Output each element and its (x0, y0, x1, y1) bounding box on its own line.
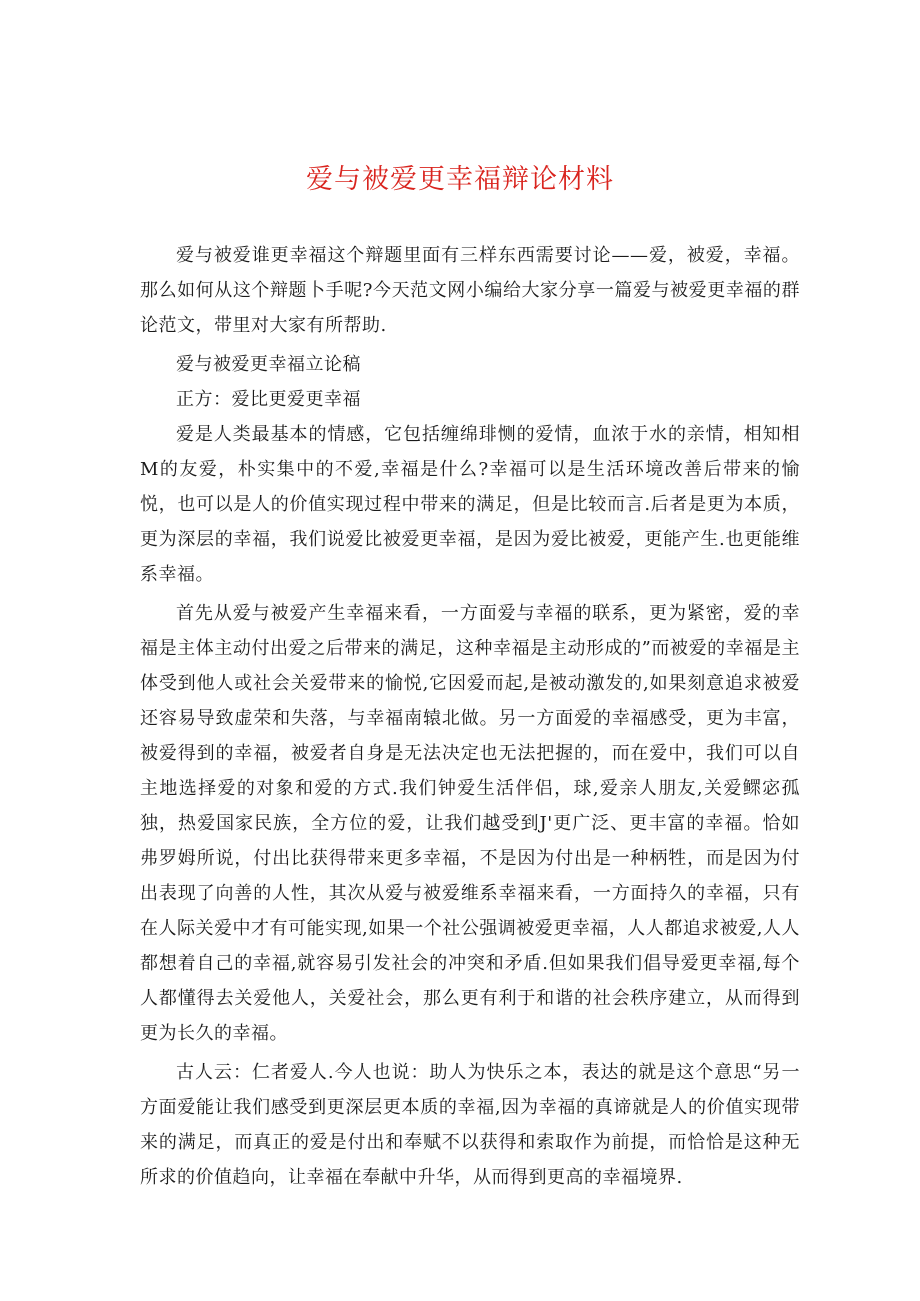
intro-paragraph: 爱与被爱谁更幸福这个辩题里面有三样东西需要讨论——爱，被爱，幸福。那么如何从这个辩题卜手呢?今天范文网小编给大家分享一篇爱与被爱更幸福的群论范文，带里对大家有所帮助. (140, 245, 800, 336)
body-paragraph-2: 首先从爱与被爱产生幸福来看，一方面爱与幸福的联系，更为紧密，爱的幸福是主体主动付出爱之后带来的满足，这种幸福是主动形成的”而被爱的幸福是主体受到他人或社会关爱带来的愉悦,它因爱而起,是被动激发的,如果刻意追求被爱还容易导致虚荣和失落，与幸福南辕北做。另一方面爱的幸福感受，更为丰富，被爱得到的幸福，被爱者自身是无法决定也无法把握的，而在爱中，我们可以自主地选择爱的对象和爱的方式.我们钟爱生活伴侣，球,爱亲人朋友,关爱鳏宓孤独，热爱国家民族，全方位的爱，让我们越受到J'更广泛、更丰富的幸福。恰如弗罗姆所说，付出比获得带来更多幸福，不是因为付出是一种柄牲，而是因为付出表现了向善的人性，其次从爱与被爱维系幸福来看，一方面持久的幸福，只有在人际关爱中才有可能实现,如果一个社公强调被爱更幸福，人人都追求被爱,人人都想着自己的幸福,就容易引发社会的冲突和矛盾.但如果我们倡导爱更幸福,每个人都懂得去关爱他人，关爱社会，那么更有利于和谐的社会秩序建立，从而得到更为长久的幸福。 (140, 603, 800, 1044)
body-paragraph-3: 古人云：仁者爱人.今人也说：助人为快乐之本，表达的就是这个意思“另一方面爱能让我们感受到更深层更本质的幸福,因为幸福的真谛就是人的价值实现带来的满足，而真正的爱是付出和奉赋不以获得和索取作为前提，而恰恰是这种无所求的价值趋向，让幸福在奉献中升华，从而得到更高的幸福境界. (140, 1062, 800, 1188)
body-paragraph-1: 爱是人类最基本的情感，它包括缠绵琲恻的爱情，血浓于水的亲情，相知相M的友爱，朴实集中的不爱,幸福是什么?幸福可以是生活环境改善后带来的愉悦，也可以是人的价值实现过程中带来的满足，但是比较而言.后者是更为本质，更为深层的幸福，我们说爱比被爱更幸福，是因为爱比被爱，更能产生.也更能维系幸福。 (140, 424, 800, 585)
section-heading: 爱与被爱更幸福立论稿 (176, 354, 361, 375)
position-statement: 正方：爱比更爱更幸福 (176, 389, 361, 410)
document-title: 爱与被爱更幸福辩论材料 (306, 164, 614, 195)
document-body (140, 238, 800, 1199)
